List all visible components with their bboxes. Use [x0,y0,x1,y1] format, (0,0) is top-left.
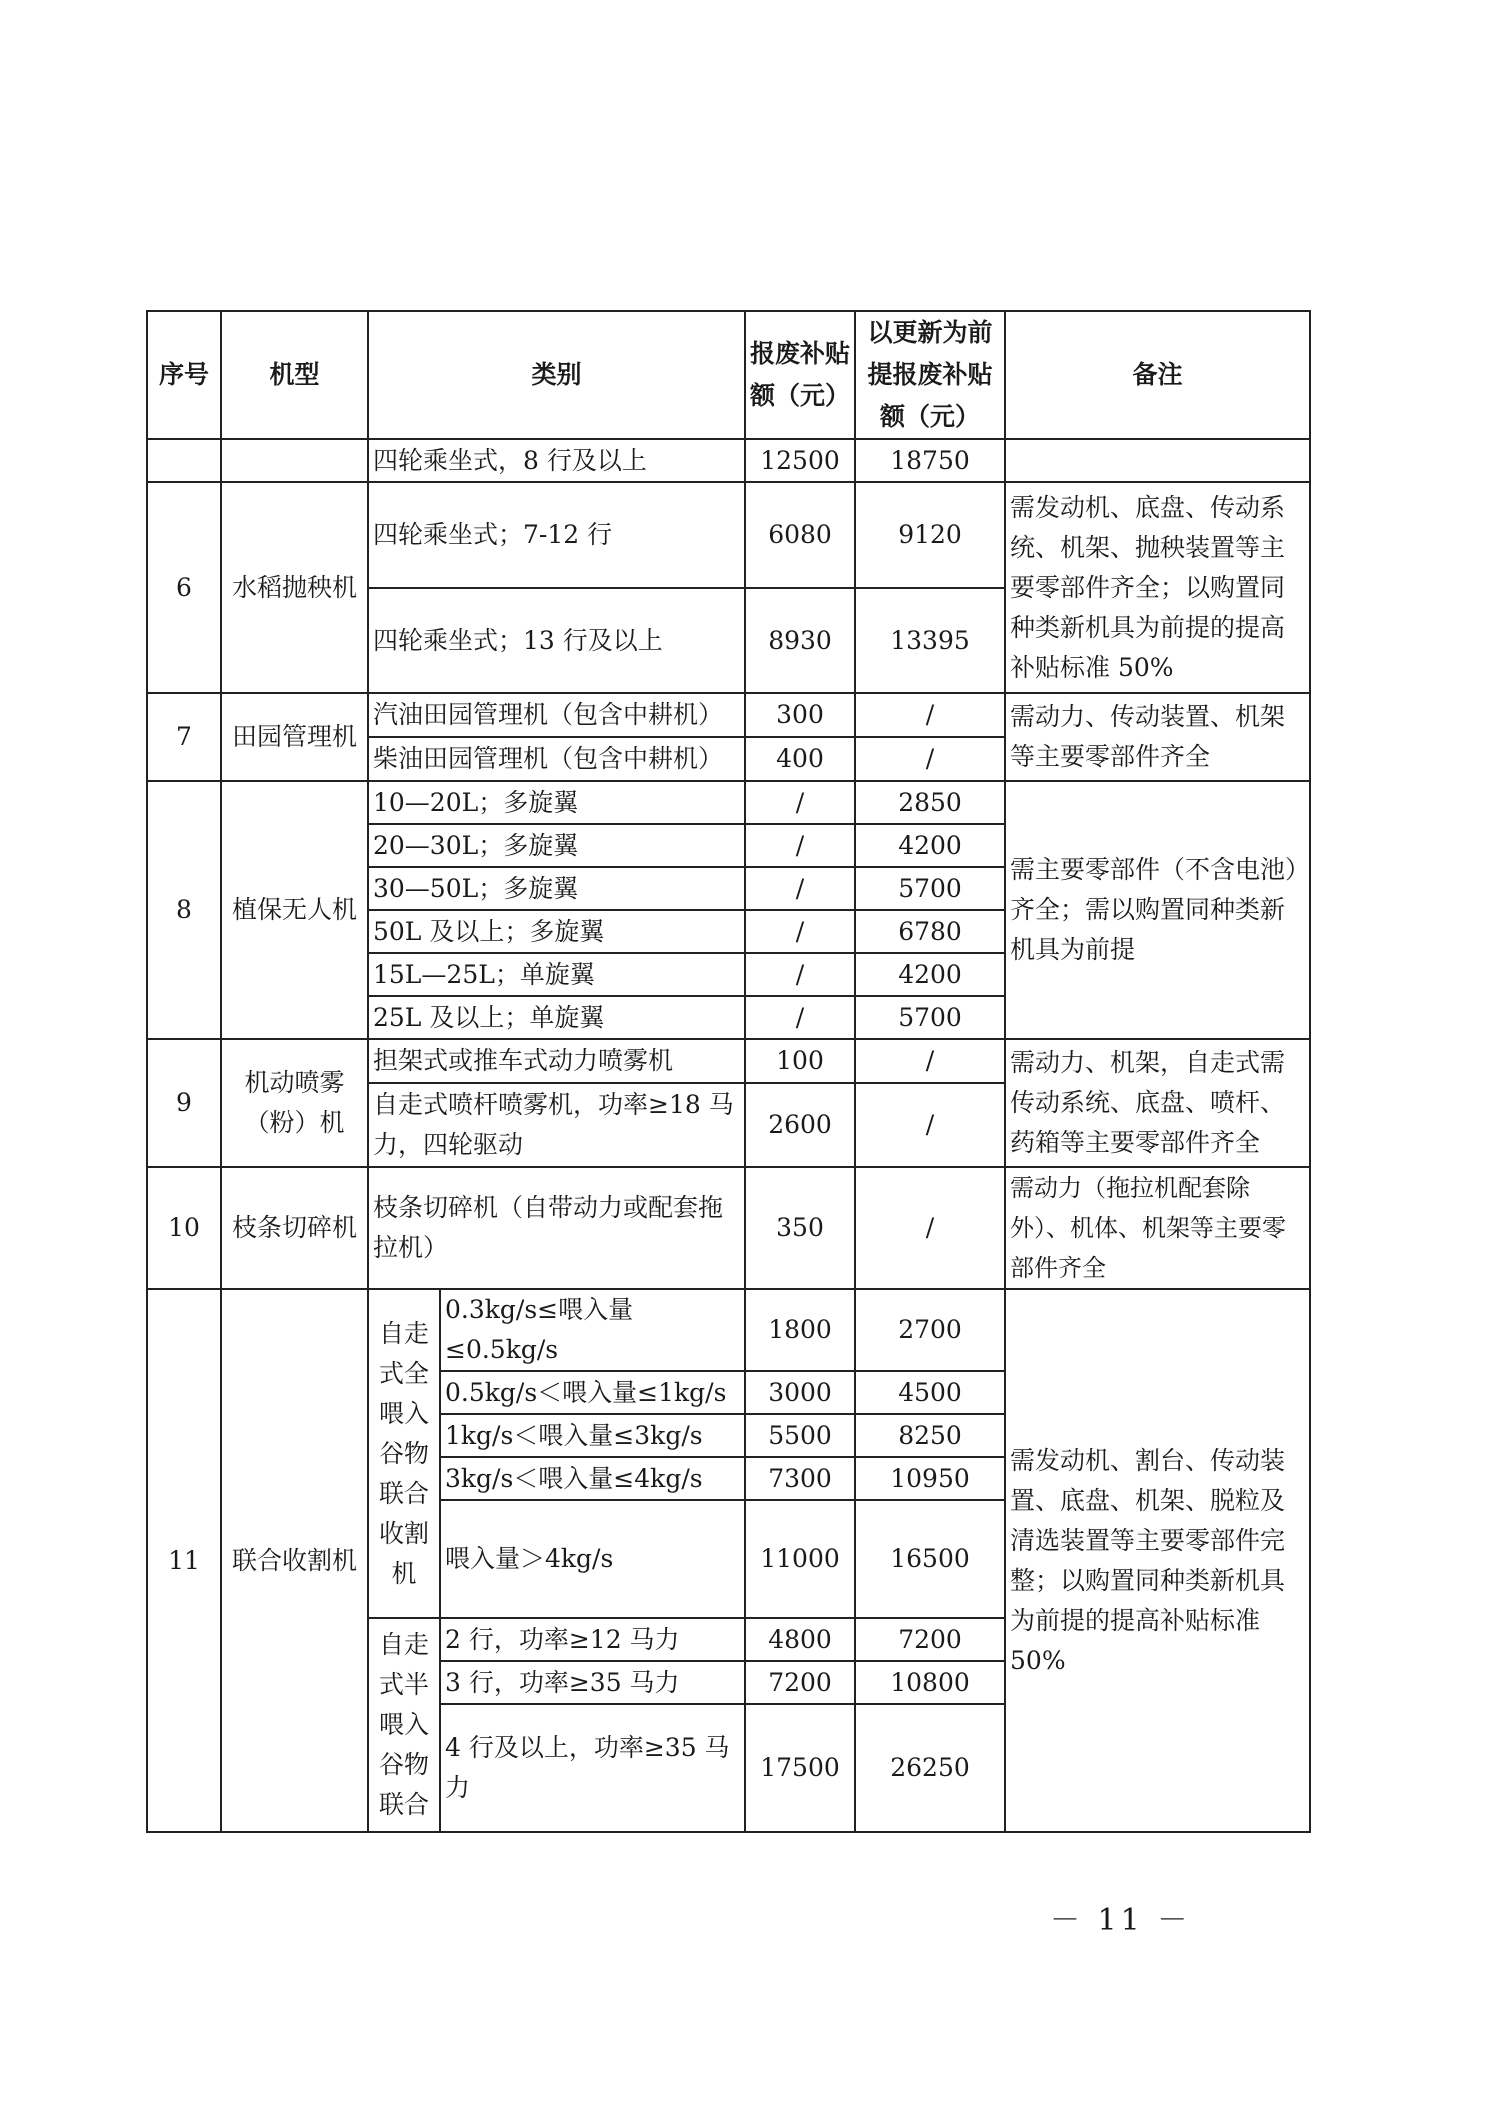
note-cell: 需动力、传动装置、机架等主要零部件齐全 [1005,693,1310,781]
renewal-cell: 2850 [855,781,1005,824]
category-cell: 15L—25L；单旋翼 [368,953,745,996]
model-cell [221,439,368,482]
model-cell: 水稻抛秧机 [221,482,368,693]
renewal-cell: 4500 [855,1371,1005,1414]
header-subsidy: 报废补贴额（元） [745,311,855,439]
renewal-cell: 16500 [855,1500,1005,1618]
note-cell [1005,439,1310,482]
subsidy-cell: 17500 [745,1704,855,1832]
table-row [147,439,1310,482]
model-cell: 田园管理机 [221,693,368,781]
renewal-cell: 18750 [855,439,1005,482]
renewal-cell: 26250 [855,1704,1005,1832]
note-cell: 需发动机、割台、传动装置、底盘、机架、脱粒及清选装置等主要零部件完整；以购置同种类新机具为前提的提高补贴标准 50% [1005,1289,1310,1832]
category-cell: 0.5kg/s＜喂入量≤1kg/s [440,1371,745,1414]
subsidy-cell: 350 [745,1167,855,1289]
seq-cell: 9 [147,1039,221,1167]
category-cell: 柴油田园管理机（包含中耕机） [368,737,745,781]
category-cell: 汽油田园管理机（包含中耕机） [368,693,745,737]
header-notes: 备注 [1005,311,1310,439]
renewal-cell: / [855,1039,1005,1083]
renewal-cell: / [855,1167,1005,1289]
seq-cell: 6 [147,482,221,693]
category-cell: 30—50L；多旋翼 [368,867,745,910]
subsidy-table [146,310,1311,1833]
renewal-cell: 4200 [855,953,1005,996]
category-cell: 20—30L；多旋翼 [368,824,745,867]
subsidy-cell: 3000 [745,1371,855,1414]
subsidy-cell: 7200 [745,1661,855,1704]
header-seq: 序号 [147,311,221,439]
table-row [147,693,1310,737]
subsidy-cell: 300 [745,693,855,737]
seq-cell [147,439,221,482]
note-cell: 需发动机、底盘、传动系统、机架、抛秧装置等主要零部件齐全；以购置同种类新机具为前提的提高补贴标准 50% [1005,482,1310,693]
category-cell: 自走式喷杆喷雾机，功率≥18 马力，四轮驱动 [368,1083,745,1167]
subsidy-cell: 12500 [745,439,855,482]
subsidy-cell: 400 [745,737,855,781]
renewal-cell: / [855,1083,1005,1167]
subsidy-cell: / [745,781,855,824]
header-row [147,311,1310,439]
renewal-cell: 13395 [855,588,1005,693]
note-cell: 需主要零部件（不含电池）齐全；需以购置同种类新机具为前提 [1005,781,1310,1039]
page-number: － 11 － [1050,1903,1192,1938]
category-cell: 枝条切碎机（自带动力或配套拖拉机） [368,1167,745,1289]
subsidy-cell: / [745,910,855,953]
model-cell: 枝条切碎机 [221,1167,368,1289]
category-cell: 0.3kg/s≤喂入量≤0.5kg/s [440,1289,745,1371]
category-cell: 50L 及以上；多旋翼 [368,910,745,953]
category-cell: 10—20L；多旋翼 [368,781,745,824]
header-category: 类别 [368,311,745,439]
subsidy-cell: 7300 [745,1457,855,1500]
subsidy-cell: 1800 [745,1289,855,1371]
category-cell: 喂入量＞4kg/s [440,1500,745,1618]
category-cell: 四轮乘坐式；7-12 行 [368,482,745,588]
subsidy-cell: 8930 [745,588,855,693]
renewal-cell: 2700 [855,1289,1005,1371]
seq-cell: 11 [147,1289,221,1832]
model-cell: 联合收割机 [221,1289,368,1832]
category-cell: 1kg/s＜喂入量≤3kg/s [440,1414,745,1457]
renewal-cell: / [855,737,1005,781]
table-row [147,1289,1310,1371]
subsidy-cell: / [745,996,855,1039]
renewal-cell: 10800 [855,1661,1005,1704]
subsidy-cell: 6080 [745,482,855,588]
table-row [147,482,1310,588]
subsidy-cell: 4800 [745,1618,855,1661]
seq-cell: 10 [147,1167,221,1289]
category-cell: 3 行，功率≥35 马力 [440,1661,745,1704]
seq-cell: 8 [147,781,221,1039]
table-row [147,1167,1310,1289]
header-model: 机型 [221,311,368,439]
model-cell: 机动喷雾（粉）机 [221,1039,368,1167]
renewal-cell: 10950 [855,1457,1005,1500]
header-renewal: 以更新为前提报废补贴额（元） [855,311,1005,439]
subsidy-cell: 5500 [745,1414,855,1457]
renewal-cell: 7200 [855,1618,1005,1661]
subsidy-cell: 11000 [745,1500,855,1618]
category-cell: 25L 及以上；单旋翼 [368,996,745,1039]
subsidy-cell: / [745,867,855,910]
subsidy-cell: 2600 [745,1083,855,1167]
renewal-cell: 9120 [855,482,1005,588]
subsidy-cell: 100 [745,1039,855,1083]
renewal-cell: 8250 [855,1414,1005,1457]
note-cell: 需动力、机架，自走式需传动系统、底盘、喷杆、药箱等主要零部件齐全 [1005,1039,1310,1167]
category-cell: 担架式或推车式动力喷雾机 [368,1039,745,1083]
renewal-cell: / [855,693,1005,737]
category-cell: 四轮乘坐式；13 行及以上 [368,588,745,693]
category-cell: 四轮乘坐式，8 行及以上 [368,439,745,482]
subsidy-cell: / [745,824,855,867]
model-cell: 植保无人机 [221,781,368,1039]
renewal-cell: 5700 [855,996,1005,1039]
category-cell: 4 行及以上，功率≥35 马力 [440,1704,745,1832]
renewal-cell: 5700 [855,867,1005,910]
subcategory-cell: 自走式全喂入谷物联合收割机 [368,1289,440,1618]
table-row [147,781,1310,824]
renewal-cell: 4200 [855,824,1005,867]
renewal-cell: 6780 [855,910,1005,953]
category-cell: 2 行，功率≥12 马力 [440,1618,745,1661]
seq-cell: 7 [147,693,221,781]
subcategory-cell: 自走式半喂入谷物联合 [368,1618,440,1832]
table-row [147,1039,1310,1083]
subsidy-cell: / [745,953,855,996]
note-cell: 需动力（拖拉机配套除外）、机体、机架等主要零部件齐全 [1005,1167,1310,1289]
category-cell: 3kg/s＜喂入量≤4kg/s [440,1457,745,1500]
